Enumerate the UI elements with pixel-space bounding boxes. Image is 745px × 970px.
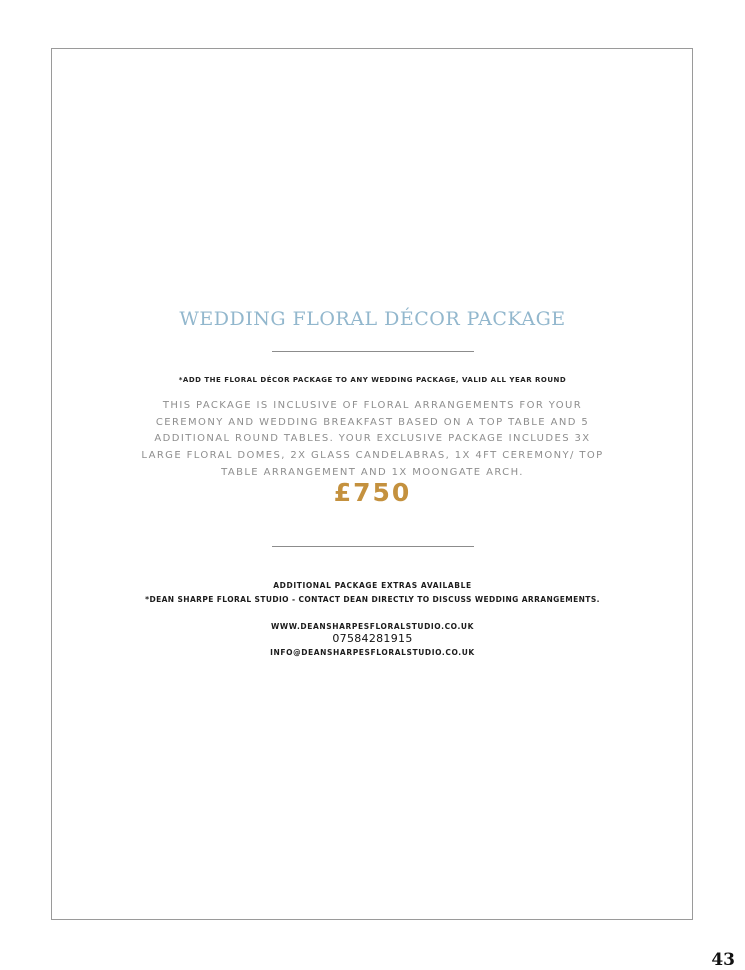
phone-number[interactable]: 07584281915 bbox=[332, 632, 413, 645]
website-link[interactable]: WWW.DEANSHARPESFLORALSTUDIO.CO.UK bbox=[270, 622, 475, 631]
extras-heading: ADDITIONAL PACKAGE EXTRAS AVAILABLE bbox=[273, 581, 472, 590]
email-link[interactable]: INFO@DEANSHARPESFLORALSTUDIO.CO.UK bbox=[270, 648, 475, 657]
page-number: 43 bbox=[711, 950, 735, 970]
package-note: *ADD THE FLORAL DÉCOR PACKAGE TO ANY WEDDING PACKAGE, VALID ALL YEAR ROUND bbox=[178, 376, 567, 384]
divider-bottom bbox=[272, 546, 474, 547]
package-price: £750 bbox=[333, 478, 412, 507]
divider-top bbox=[272, 351, 474, 352]
package-title: WEDDING FLORAL DÉCOR PACKAGE bbox=[179, 308, 566, 330]
package-description: THIS PACKAGE IS INCLUSIVE OF FLORAL ARRANGEMENTS FOR YOUR CEREMONY AND WEDDING BREAKFAST BASED ON A TOP TABLE AND 5 ADDITIONAL ROUND TABLES. YOUR EXCLUSIVE PACKAGE INCLUDES 3X LARGE FLORAL DOMES, 2X GLASS CANDELABRAS, 1X 4FT CEREMONY/ TOP TABLE ARRANGEMENT AND 1X MOONGATE ARCH. bbox=[141, 400, 604, 478]
contact-disclaimer: *DEAN SHARPE FLORAL STUDIO - CONTACT DEAN DIRECTLY TO DISCUSS WEDDING ARRANGEMENTS. bbox=[145, 595, 600, 604]
